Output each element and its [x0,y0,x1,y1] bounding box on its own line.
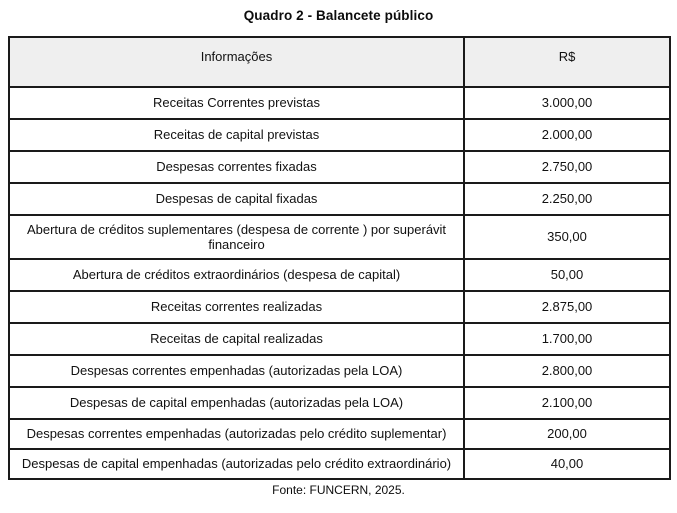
table-row [9,449,670,479]
balancete-table [8,36,671,480]
table-row [9,291,670,323]
row-value: 2.250,00 [464,183,670,215]
row-value: 50,00 [464,259,670,291]
row-label: Despesas correntes fixadas [9,151,464,183]
header-row [9,37,670,87]
row-label: Despesas de capital empenhadas (autorizadas pelo crédito extraordinário) [9,449,464,479]
table-row [9,183,670,215]
table-row [9,215,670,259]
table-row [9,119,670,151]
header-cell-rs: R$ [464,37,670,87]
source-note: Fonte: FUNCERN, 2025. [272,483,405,497]
header-cell-informacoes: Informações [9,37,464,87]
row-label: Despesas de capital fixadas [9,183,464,215]
table-row [9,151,670,183]
table-body [9,87,670,479]
row-value: 3.000,00 [464,87,670,119]
row-label: Abertura de créditos suplementares (despesa de corrente ) por superávit financeiro [9,215,464,259]
row-value: 350,00 [464,215,670,259]
table-row [9,387,670,419]
row-value: 40,00 [464,449,670,479]
row-label: Despesas correntes empenhadas (autorizadas pela LOA) [9,355,464,387]
row-value: 1.700,00 [464,323,670,355]
row-label: Abertura de créditos extraordinários (despesa de capital) [9,259,464,291]
row-value: 2.800,00 [464,355,670,387]
table-row [9,419,670,449]
table-row [9,259,670,291]
row-label: Receitas de capital realizadas [9,323,464,355]
row-value: 2.875,00 [464,291,670,323]
row-label: Receitas correntes realizadas [9,291,464,323]
row-value: 2.750,00 [464,151,670,183]
table-title: Quadro 2 - Balancete público [243,8,434,23]
table-row [9,323,670,355]
row-value: 200,00 [464,419,670,449]
row-label: Despesas de capital empenhadas (autorizadas pela LOA) [9,387,464,419]
row-value: 2.000,00 [464,119,670,151]
row-label: Despesas correntes empenhadas (autorizadas pelo crédito suplementar) [9,419,464,449]
table-row [9,87,670,119]
row-value: 2.100,00 [464,387,670,419]
row-label: Receitas de capital previstas [9,119,464,151]
row-label: Receitas Correntes previstas [9,87,464,119]
table-row [9,355,670,387]
